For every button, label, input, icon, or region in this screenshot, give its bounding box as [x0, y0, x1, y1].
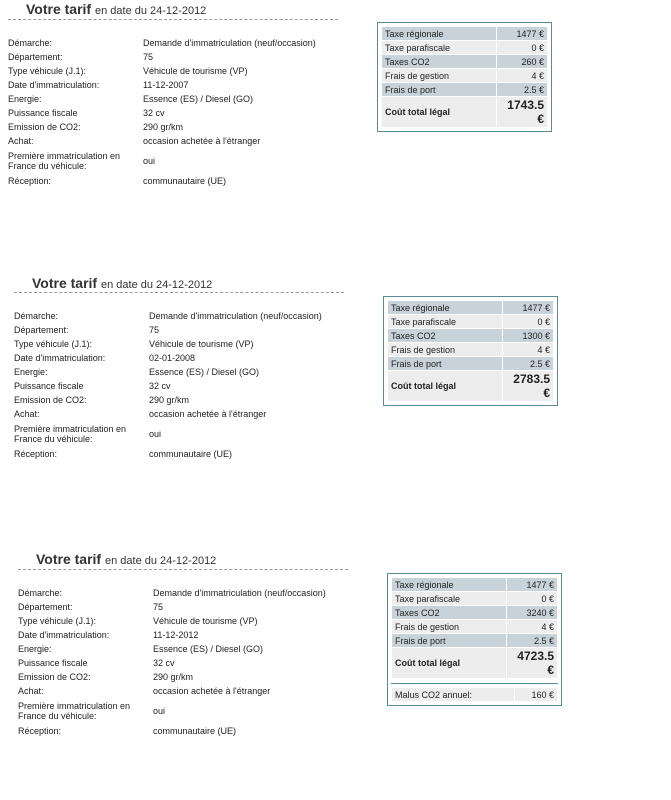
info-row: Réception: communautaire (UE): [18, 726, 237, 736]
vehicle-info-table: [14, 309, 322, 461]
tarif-summary-box: [383, 296, 558, 406]
tarif-title-main: Votre tarif: [36, 551, 102, 567]
info-row: Première immatriculation en France du véhicule: oui: [14, 424, 162, 444]
tarif-row: Taxes CO2 3240 €: [392, 606, 558, 620]
info-row: Type véhicule (J.1): Véhicule de tourisme (VP): [18, 616, 258, 626]
tarif-total-row: Coût total légal 1743.5 €: [382, 97, 548, 128]
tarif-row: Taxe régionale 1477 €: [382, 27, 548, 41]
tarif-title: [32, 275, 212, 291]
tarif-row: Taxe parafiscale 0 €: [388, 315, 554, 329]
info-row: Achat: occasion achetée à l'étranger: [14, 409, 267, 419]
tarif-row: Frais de gestion 4 €: [392, 620, 558, 634]
info-row: Energie: Essence (ES) / Diesel (GO): [18, 644, 264, 654]
title-divider: [18, 569, 348, 570]
tarif-row: Taxes CO2 1300 €: [388, 329, 554, 343]
info-row: Date d'immatriculation: 11-12-2007: [8, 80, 189, 90]
tarif-row: Frais de port 2.5 €: [388, 357, 554, 371]
info-row: Energie: Essence (ES) / Diesel (GO): [8, 94, 254, 104]
tarif-summary-box: [387, 573, 562, 706]
info-row: Type véhicule (J.1): Véhicule de tourisme (VP): [14, 339, 254, 349]
info-row: Département: 75: [18, 602, 164, 612]
tarif-row: Taxe parafiscale 0 €: [392, 592, 558, 606]
vehicle-info-table: [8, 36, 316, 188]
tarif-row: Taxe parafiscale 0 €: [382, 41, 548, 55]
info-row: Démarche: Demande d'immatriculation (neuf/occasion): [14, 311, 322, 321]
tarif-row: Taxe régionale 1477 €: [392, 578, 558, 592]
tarif-row: Taxe régionale 1477 €: [388, 301, 554, 315]
tarif-row: Taxes CO2 260 €: [382, 55, 548, 69]
tarif-title-date: en date du 24-12-2012: [94, 5, 207, 17]
title-divider: [8, 19, 338, 20]
tarif-total-row: Coût total légal 4723.5 €: [392, 648, 558, 679]
info-row: Réception: communautaire (UE): [14, 449, 233, 459]
info-row: Type véhicule (J.1): Véhicule de tourisme (VP): [8, 66, 248, 76]
tarif-row: Frais de port 2.5 €: [392, 634, 558, 648]
info-row: Energie: Essence (ES) / Diesel (GO): [14, 367, 260, 377]
info-row: Achat: occasion achetée à l'étranger: [18, 686, 271, 696]
tarif-title-main: Votre tarif: [32, 275, 98, 291]
tarif-title: [36, 551, 216, 567]
tarif-summary-box: [377, 22, 552, 132]
tarif-title-date: en date du 24-12-2012: [104, 555, 217, 567]
malus-section: [391, 683, 558, 702]
info-row: Première immatriculation en France du véhicule: oui: [18, 701, 166, 721]
info-row: Département: 75: [8, 52, 154, 62]
info-row: Date d'immatriculation: 11-12-2012: [18, 630, 199, 640]
tarif-title-date: en date du 24-12-2012: [100, 279, 213, 291]
info-row: Démarche: Demande d'immatriculation (neuf/occasion): [8, 38, 316, 48]
info-row: Puissance fiscale 32 cv: [18, 658, 175, 668]
tarif-title-main: Votre tarif: [26, 1, 92, 17]
info-row: Département: 75: [14, 325, 160, 335]
info-row: Première immatriculation en France du véhicule: oui: [8, 151, 156, 171]
vehicle-info-table: [18, 586, 326, 738]
info-row: Emission de CO2: 290 gr/km: [14, 395, 190, 405]
malus-row: Malus CO2 annuel: 160 €: [392, 688, 558, 702]
tarif-row: Frais de gestion 4 €: [382, 69, 548, 83]
tarif-row: Frais de port 2.5 €: [382, 83, 548, 97]
info-row: Réception: communautaire (UE): [8, 176, 227, 186]
info-row: Date d'immatriculation: 02-01-2008: [14, 353, 196, 363]
title-divider: [14, 292, 344, 293]
tarif-total-row: Coût total légal 2783.5 €: [388, 371, 554, 402]
info-row: Démarche: Demande d'immatriculation (neuf/occasion): [18, 588, 326, 598]
tarif-row: Frais de gestion 4 €: [388, 343, 554, 357]
info-row: Puissance fiscale 32 cv: [14, 381, 171, 391]
tarif-title: [26, 1, 206, 17]
info-row: Achat: occasion achetée à l'étranger: [8, 136, 261, 146]
info-row: Emission de CO2: 290 gr/km: [8, 122, 184, 132]
info-row: Puissance fiscale 32 cv: [8, 108, 165, 118]
info-row: Emission de CO2: 290 gr/km: [18, 672, 194, 682]
